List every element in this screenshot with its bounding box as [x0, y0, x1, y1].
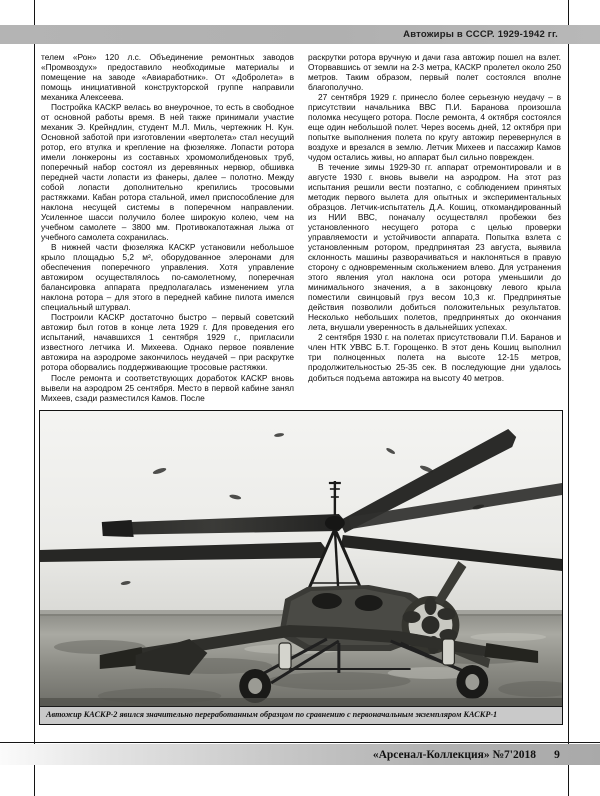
figure-block: [39, 410, 563, 725]
paragraph: Построили КАСКР достаточно быстро – первый советский автожир был готов в конце лета 1929 г. Для проведения его испытаний, начавшихся 1 сентября 1929 г., пригласили известного летчика И. Михеева. Однако первое появление автожира на аэродроме закончилось неудачей – при раскрутке ротора оборвались поддерживающие тросовые растяжки.: [41, 312, 294, 373]
paragraph: В течение зимы 1929-30 гг. аппарат отремонтировали и в августе 1930 г. вновь вывели на аэродром. На этот раз испытания решили вести поэтапно, с соблюдением принятых методик первого вылета для опытных и экспериментальных образцов. Летчик-испытатель Д.А. Кошиц, откомандированный из НИИ ВВС, поначалу осуществлял пробежки без установленного несущего ротора с целью проверки управляемости и устойчивости аппарата. Попытка взлета с установленным ротором, предпринятая 23 августа, выявила склонность машины разворачиваться и наклоняться в правую сторону с одновременным скольжением влево. Для устранения этого явления угол наклона оси ротора уменьшили до минимального значения, а в законцовку левого крыла поместили свинцовый груз весом 10,3 кг. Предпринятые действия позволили добиться положительных результатов. Несколько небольших полетов, предпринятых до окончания лета, внушали уверенность в дальнейших успехах.: [308, 162, 561, 333]
autogyro-photo: [40, 411, 562, 706]
paragraph: раскрутки ротора вручную и дачи газа автожир пошел на взлет. Оторвавшись от земли на 2-3 метра, КАСКР пролетел около 250 метров. Таким образом, первый полет состоялся вполне благополучно.: [308, 52, 561, 93]
paragraph: 27 сентября 1929 г. принесло более серьезную неудачу – в присутствии начальника ВВС П.И. Баранова произошла поломка несущего ротора. После ремонта, 4 октября состоялся еще один небольшой полет. Через восемь дней, 12 октября при попытке выполнения полета по кругу автожир перевернулся в воздухе и врезался в землю. Летчик Михеев и пассажир Камов чудом остались живы, но аппарат был сильно поврежден.: [308, 92, 561, 163]
text-column-left: [41, 52, 294, 403]
paragraph: После ремонта и соответствующих доработок КАСКР вновь вывели на аэродром 25 сентября. Место в первой кабине занял Михеев, сзади разместился Камов. После: [41, 372, 294, 403]
footer-publication: «Арсенал-Коллекция» №7'2018: [372, 748, 536, 761]
running-head-title: Автожиры в СССР. 1929-1942 гг.: [403, 29, 558, 40]
paragraph: Постройка КАСКР велась во внеурочное, то есть в свободное от основной работы время. В ней также принимали участие механик Э. Крейндлин, студент М.Л. Миль, чертежник Н. Кун. Основной заботой при изготовлении «вертолета» стал несущий ротор, его втулка и крепление на фюзеляже. Лопасти ротора имели лонжероны из составных хромомолибденовых труб, поперечный набор состоял из деревянных нервюр, обшивка передней части лопасти из фанеры, далее – полотно. Между собой лопасти дополнительно крепились тросовыми растяжками. Кабан ротора стальной, имел приспособление для наклона несущей системы в поперечном направлении. Усиленное шасси получило более широкую колею, чем на учебном самолете – 3800 мм. Противокапотажная лыжа от учебного самолета сохранилась.: [41, 102, 294, 243]
footer: [0, 745, 568, 764]
paragraph: телем «Рон» 120 л.с. Объединение ремонтных заводов «Промвоздух» предоставило необходимые материалы и помещение на заводе «Авиаработник». От «Добролета» в помощь инициативной конструкторской группе направили механика Алексеева.: [41, 52, 294, 103]
figure-caption: Автожир КАСКР-2 явился значительно переработанным образцом по сравнению с первоначальным экземпляром КАСКР-1: [40, 706, 562, 724]
page-right-rule: [568, 0, 569, 796]
text-column-right: [308, 52, 561, 403]
page-number: 9: [554, 748, 560, 761]
footer-rule: [0, 742, 600, 743]
body-columns: [41, 52, 562, 403]
paragraph: В нижней части фюзеляжа КАСКР установили небольшое крыло площадью 5,2 м², оборудованное элеронами для обеспечения поперечного управления. Хотя управление автожиром осуществлялось по-самолетному, поперечная балансировка аппарата предполагалась изменением угла наклона ротора – для этого в передней кабине пилота имелся специальный штурвал.: [41, 242, 294, 313]
paragraph: 2 сентября 1930 г. на полетах присутствовали П.И. Баранов и член НТК УВВС Б.Т. Горощенко. В этот день Кошиц выполнил три полноценных полета на высоте 12-15 метров, продолжительностью 25-35 сек. В последующие дни удалось добиться подъема автожира на высоту 40 метров.: [308, 332, 561, 383]
page-left-rule: [34, 0, 35, 796]
